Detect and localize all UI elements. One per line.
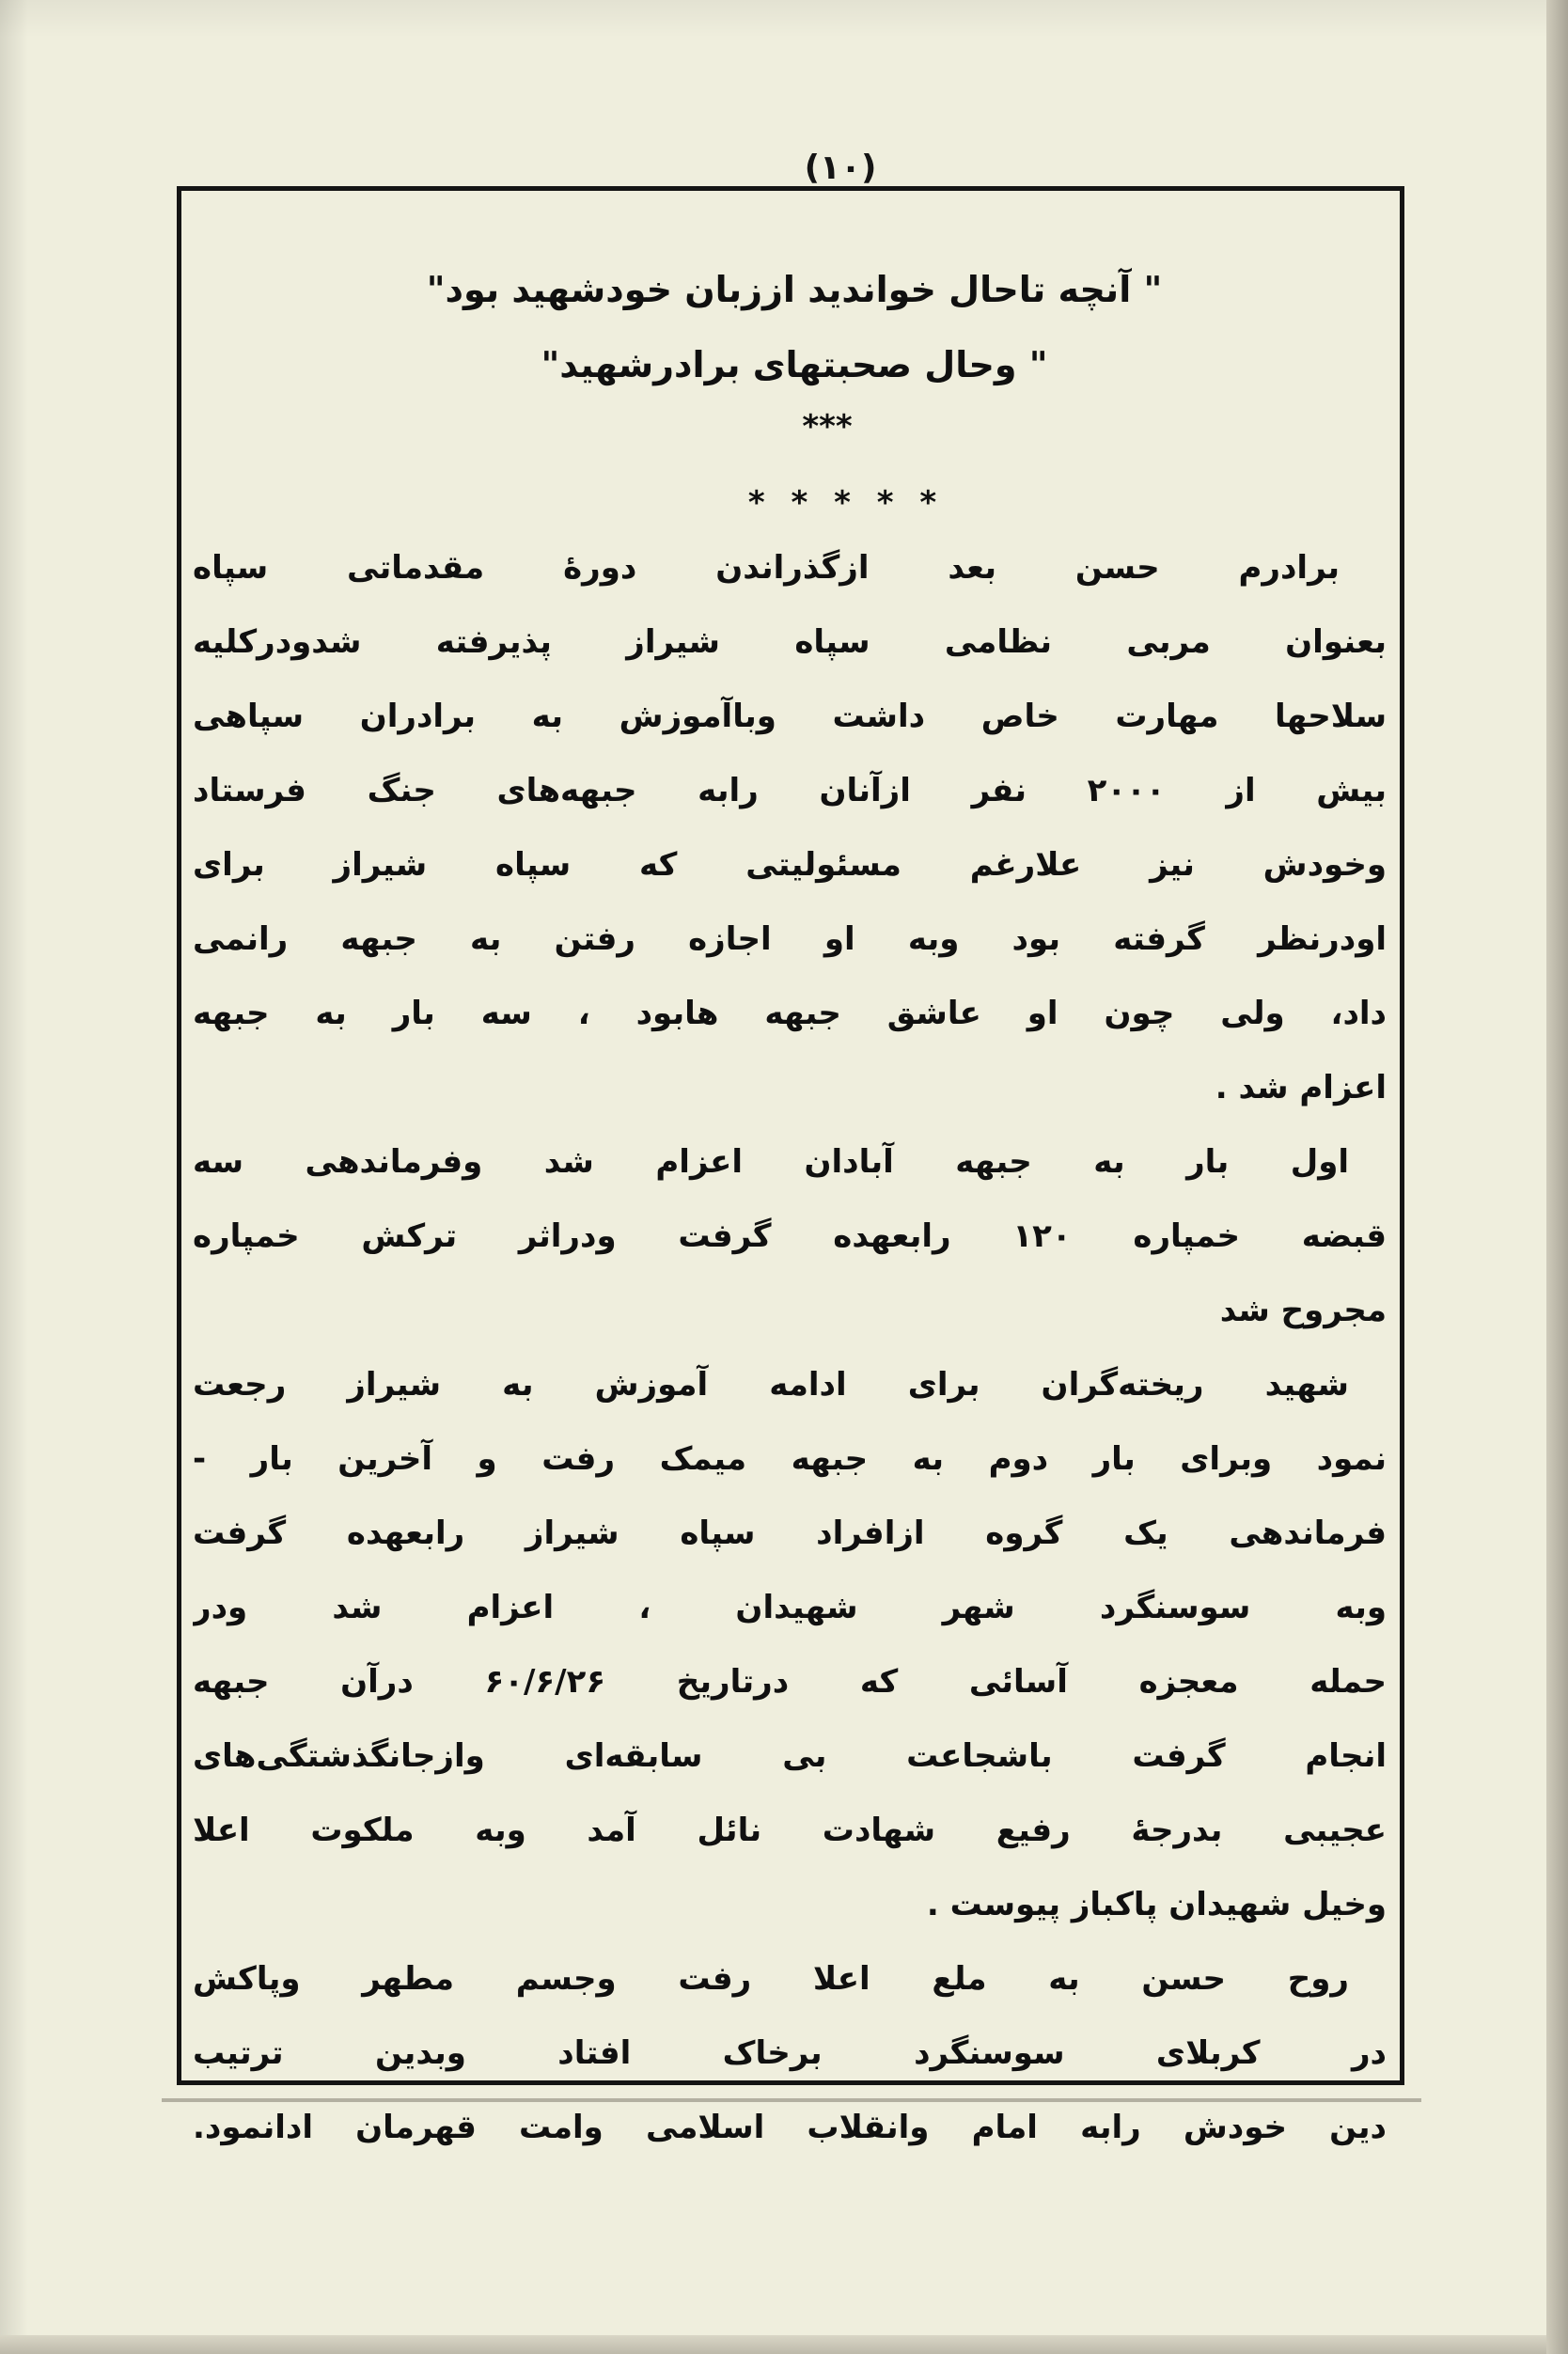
- body-line: وخیل شهیدان پاکباز پیوست .: [926, 1886, 1387, 1923]
- body-text: [193, 531, 1387, 2165]
- body-line: مجروح شد: [1219, 1292, 1387, 1329]
- body-line: انجام گرفت باشجاعت بی سابقه‌ای وازجانگذشتگی‌های: [193, 1737, 1387, 1775]
- body-line: در کربلای سوسنگرد برخاک افتاد وبدین ترتیب: [193, 2034, 1387, 2072]
- body-line: داد، ولی چون او عاشق جبهه هابود ، سه بار به جبهه: [193, 995, 1387, 1032]
- body-line: حمله معجزه آسائی که درتاریخ ۶۰/۶/۲۶ درآن جبهه: [193, 1663, 1387, 1701]
- heading-line-1: " آنچه تاحال خواندید اززبان خودشهید بود": [426, 269, 1163, 310]
- page-right-edge: [1546, 0, 1568, 2354]
- body-line: بعنوان مربی نظامی سپاه شیراز پذیرفته شدودرکلیه: [193, 623, 1387, 661]
- body-line: عجیبی بدرجهٔ رفیع شهادت نائل آمد وبه ملکوت اعلا: [193, 1812, 1387, 1849]
- page-bottom-edge: [0, 2335, 1546, 2354]
- heading-line-2: " وحال صحبتهای برادرشهید": [541, 344, 1048, 385]
- body-line: قبضه خمپاره ۱۲۰ رابعهده گرفت ودراثر ترکش خمپاره: [193, 1217, 1387, 1255]
- body-line: وخودش نیز علارغم مسئولیتی که سپاه شیراز برای: [193, 846, 1387, 884]
- body-line: وبه سوسنگرد شهر شهیدان ، اعزام شد ودر: [193, 1589, 1387, 1626]
- heading-block: [216, 252, 1372, 402]
- body-line: نمود وبرای بار دوم به جبهه میمک رفت و آخرین بار -: [193, 1440, 1387, 1478]
- body-line: برادرم حسن بعد ازگذراندن دورهٔ مقدماتی سپاه: [193, 549, 1340, 587]
- body-line: شهید ریخته‌گران برای ادامه آموزش به شیراز رجعت: [193, 1366, 1349, 1404]
- body-line: سلاحها مهارت خاص داشت وباآموزش به برادران سپاهی: [193, 698, 1387, 735]
- page-number: (۱۰): [804, 149, 877, 187]
- body-line: دین خودش رابه امام وانقلاب اسلامی وامت قهرمان ادانمود.: [193, 2109, 1387, 2146]
- body-line: بیش از ۲۰۰۰ نفر ازآنان رابه جبهه‌های جنگ فرستاد: [193, 772, 1387, 809]
- ornament-stars-top: ***: [802, 408, 853, 446]
- body-line: اعزام شد .: [1215, 1069, 1387, 1106]
- body-line: روح حسن به ملع اعلا رفت وجسم مطهر وپاکش: [193, 1960, 1349, 1998]
- body-line: اودرنظر گرفته بود وبه او اجازه رفتن به جبهه رانمی: [193, 920, 1387, 958]
- body-line: اول بار به جبهه آبادان اعزام شد وفرماندهی سه: [193, 1143, 1349, 1181]
- ornament-stars-row: * * * * *: [747, 484, 945, 522]
- body-line: فرماندهی یک گروه ازافراد سپاه شیراز رابعهده گرفت: [193, 1514, 1387, 1552]
